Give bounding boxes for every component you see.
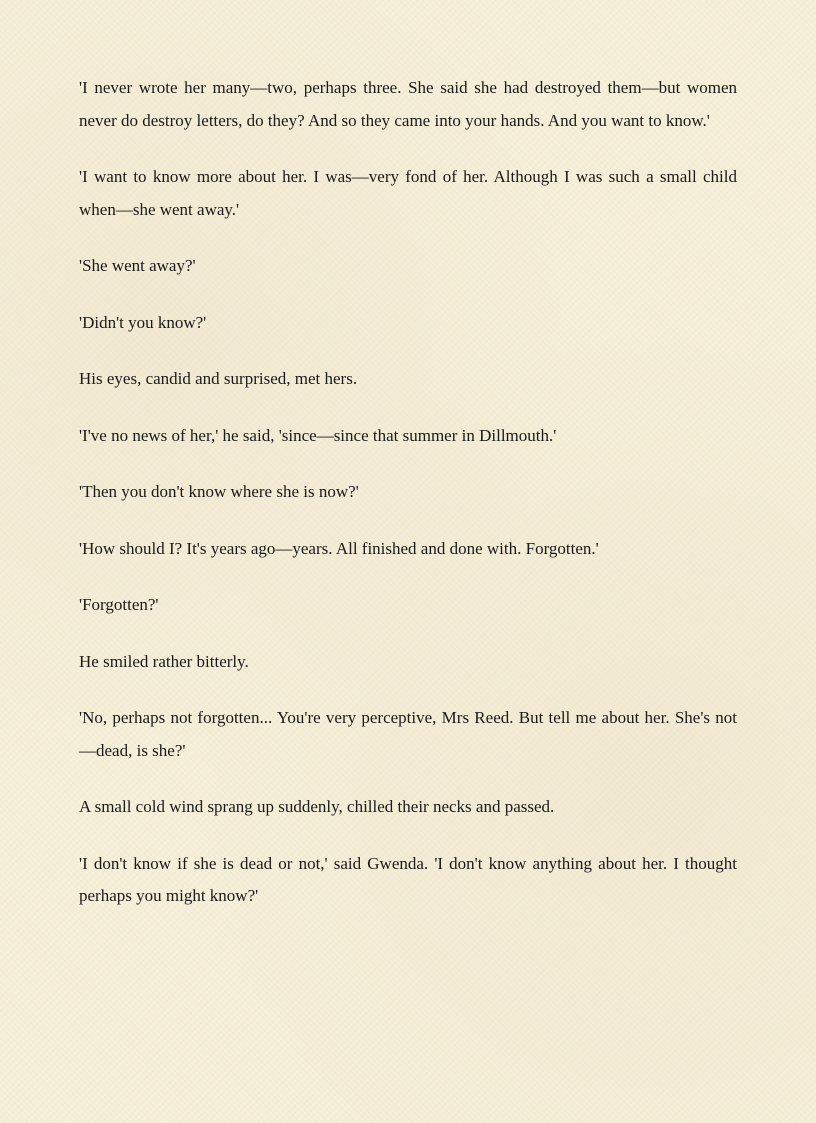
paragraph: 'I've no news of her,' he said, 'since—since that summer in Dillmouth.' xyxy=(79,425,557,445)
paragraph: 'I want to know more about her. I was—very fond of her. Although I was such a small child when—she went away.' xyxy=(79,167,737,219)
paragraph: 'No, perhaps not forgotten... You're very perceptive, Mrs Reed. But tell me about her. She's not—dead, is she?' xyxy=(79,708,737,760)
paragraph: A small cold wind sprang up suddenly, chilled their necks and passed. xyxy=(79,797,555,816)
paragraph: 'How should I? It's years ago—years. All finished and done with. Forgotten.' xyxy=(79,538,599,558)
paragraph: 'I never wrote her many—two, perhaps three. She said she had destroyed them—but women never do destroy letters, do they? And so they came into your hands. And you want to know.' xyxy=(79,78,737,130)
paragraph: 'Then you don't know where she is now?' xyxy=(79,482,359,501)
paragraph: 'I don't know if she is dead or not,' said Gwenda. 'I don't know anything about her. I thought perhaps you might know?' xyxy=(79,853,737,905)
paragraph: 'She went away?' xyxy=(79,256,196,275)
paragraph: His eyes, candid and surprised, met hers. xyxy=(79,369,358,388)
paragraph: 'Forgotten?' xyxy=(79,595,159,614)
paragraph: He smiled rather bitterly. xyxy=(79,651,249,671)
paragraph: 'Didn't you know?' xyxy=(79,312,207,332)
